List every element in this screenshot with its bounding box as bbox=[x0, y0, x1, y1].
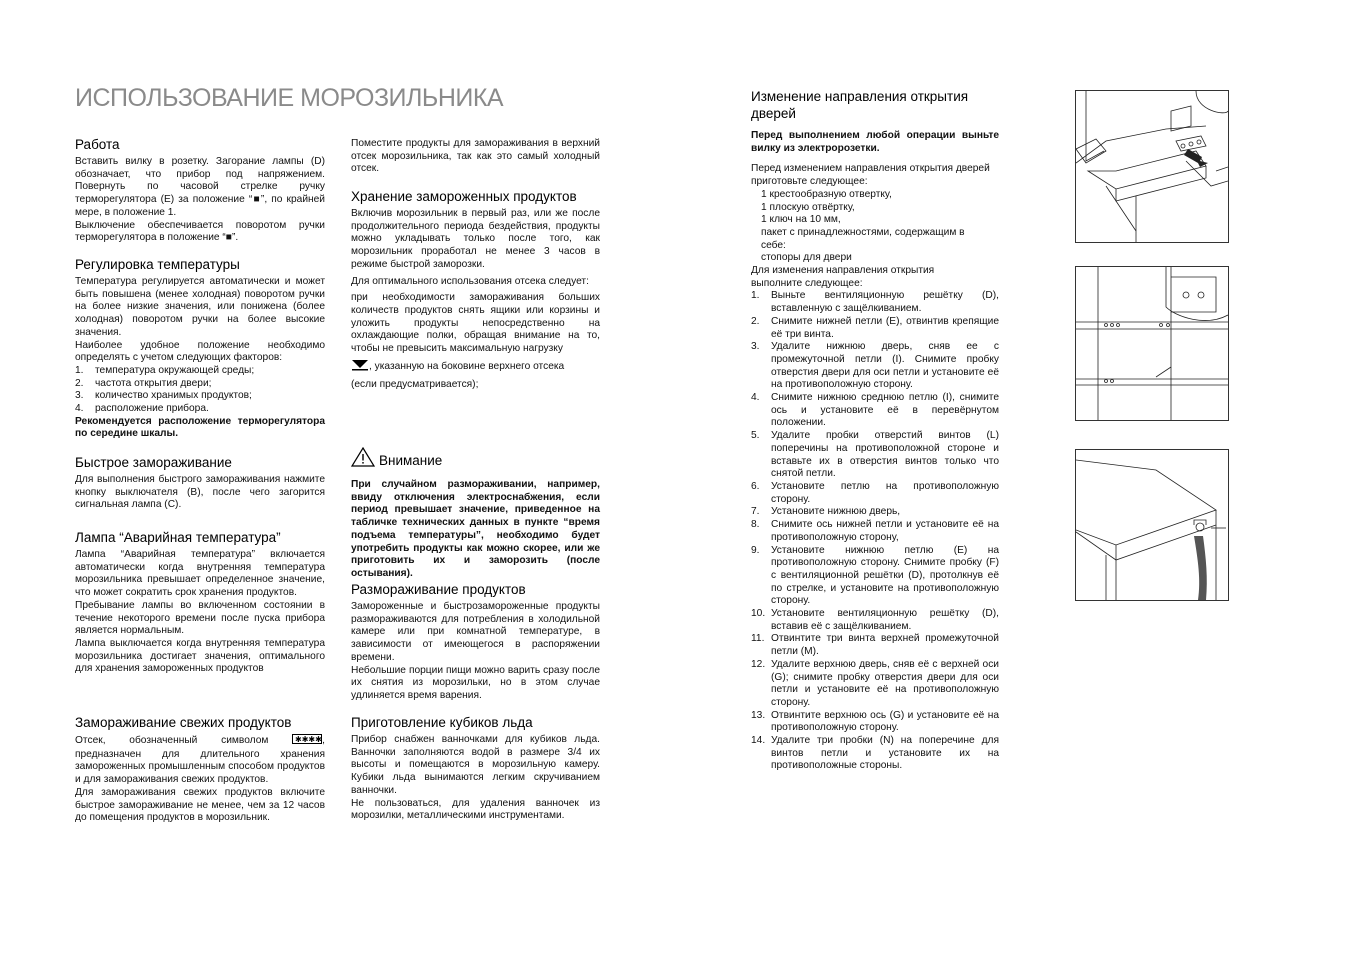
hinge-illustration-2 bbox=[1076, 267, 1228, 420]
max-load-icon bbox=[351, 359, 369, 376]
safety-note: Перед выполнением любой операции выньте вилку из электророзетки. bbox=[751, 130, 999, 154]
figure-lower-hinge bbox=[1075, 90, 1229, 243]
figure-middle-hinge bbox=[1075, 266, 1229, 421]
figure-upper-hinge bbox=[1075, 449, 1229, 601]
section-thawing bbox=[351, 581, 600, 703]
heading-fresh-freeze: Замораживание свежих продуктов bbox=[75, 715, 292, 730]
heading-warning: Внимание bbox=[351, 447, 600, 471]
list-item: 7. Установите нижнюю дверь, bbox=[751, 506, 901, 518]
heading-thawing: Размораживание продуктов bbox=[351, 582, 526, 597]
paragraph: Для замораживания свежих продуктов включите быстрое замораживание не менее, чем за 12 часов до помещения продуктов в морозильник. bbox=[75, 786, 325, 824]
heading-door-reversal: Изменение направления открытия дверей bbox=[751, 89, 969, 121]
paragraph: Перед изменением направления открытия дверей приготовьте следующее: bbox=[751, 163, 990, 188]
list-item: 3. количество хранимых продуктов; bbox=[75, 390, 252, 402]
paragraph: Лампа “Аварийная температура” включается автоматически когда внутренняя температура морозильника превышает определенное значение, что может сократить срок хранения продуктов. bbox=[75, 549, 325, 599]
four-star-freezer-icon bbox=[292, 734, 322, 749]
section-rabota bbox=[75, 136, 325, 245]
list-item: 1 крестообразную отвертку, bbox=[761, 188, 892, 200]
list-item: 4. расположение прибора. bbox=[75, 403, 209, 415]
section-ice-cubes bbox=[351, 714, 600, 823]
heading-regulation: Регулировка температуры bbox=[75, 257, 240, 272]
tools-list bbox=[751, 189, 999, 265]
list-item: 12. Удалите верхнюю дверь, сняв её с верхней оси (G); снимите пробку отверстия двери для оси петли и установите её на противоположную сторону. bbox=[751, 658, 999, 708]
list-item: стопоры для двери bbox=[761, 252, 852, 264]
paragraph: Лампа выключается когда внутренняя температура морозильника достигает значения, оптимального для хранения замороженных продуктов bbox=[75, 637, 325, 675]
hinge-illustration-3 bbox=[1076, 450, 1228, 600]
paragraph: Выключение обеспечивается поворотом ручки терморегулятора в положение “■”. bbox=[75, 219, 325, 244]
steps-list bbox=[751, 290, 999, 773]
paragraph: Для оптимального использования отсека следует: bbox=[351, 275, 589, 287]
paragraph: Для выполнения быстрого замораживания нажмите кнопку выключателя (B), после чего загорится сигнальная лампа (C). bbox=[75, 474, 325, 511]
paragraph: Пребывание лампы во включенном состоянии в течение некоторого времени после пуска прибора является нормальным. bbox=[75, 599, 325, 637]
list-item: 5. Удалите пробки отверстий винтов (L) поперечины на противоположной стороне и вставьте их в отверстия винтов только что снятой петли. bbox=[751, 430, 999, 480]
list-item: 1 плоскую отвёртку, bbox=[761, 201, 855, 213]
hinge-illustration-1 bbox=[1076, 91, 1228, 242]
paragraph: Отсек, обозначенный символом ✱✱✱✱ , предназначен для длительного хранения замороженных промышленным способом продуктов и для замораживания свежих продуктов. bbox=[75, 735, 325, 786]
paragraph: Замороженные и быстрозамороженные продукты размораживаются для потребления в холодильной камере или при комнатной температуре, в зависимости от имеющегося в распоряжении времени. bbox=[351, 601, 600, 663]
list-item: 8. Снимите ось нижней петли и установите её на противоположную сторону, bbox=[751, 519, 999, 543]
section-fresh-freeze bbox=[75, 714, 325, 825]
section-door-reversal bbox=[751, 88, 999, 773]
warning-triangle-icon bbox=[351, 447, 375, 471]
list-item: 3. Удалите нижнюю дверь, сняв ее с промежуточной петли (I). Снимите пробку отверстия двери для оси петли и установите её на противоположную сторону. bbox=[751, 341, 999, 391]
list-item: 1. Выньте вентиляционную решётку (D), вставленную с защёлкиванием. bbox=[751, 290, 999, 315]
paragraph: Поместите продукты для замораживания в верхний отсек морозильника, так как это самый холодный отсек. bbox=[351, 138, 600, 175]
paragraph: Не пользоваться, для удаления ванночек из морозилки, металлическими инструментами. bbox=[351, 797, 600, 822]
paragraph: (если предусматривается); bbox=[351, 379, 479, 391]
list-item: 2. Снимите нижней петли (E), отвинтив крепящие её три винта. bbox=[751, 315, 999, 340]
list-item: 6. Установите петлю на противоположную сторону. bbox=[751, 480, 999, 505]
paragraph: Наиболее удобное положение необходимо определять с учетом следующих факторов: bbox=[75, 339, 325, 364]
list-item: 14. Удалите три пробки (N) на поперечине для винтов петли и установите их на противоположные стороны. bbox=[751, 735, 999, 772]
paragraph: Для изменения направления открытия выполните следующее: bbox=[751, 265, 935, 289]
section-regulation bbox=[75, 256, 325, 441]
svg-text:✱✱✱✱: ✱✱✱✱ bbox=[295, 735, 322, 744]
paragraph: Температура регулируется автоматически и может быть повышена (менее холодная) поворотом ручки на более низкие значения, или понижена (более холодная) поворотом ручки на более высокие значения. bbox=[75, 276, 325, 338]
list-item: 2. частота открытия двери; bbox=[75, 377, 212, 389]
heading-rabota: Работа bbox=[75, 137, 120, 152]
heading-ice-cubes: Приготовление кубиков льда bbox=[351, 715, 533, 730]
list-item: 11. Отвинтите три винта верхней промежуточной петли (M). bbox=[751, 633, 999, 658]
list-item: 13. Отвинтите верхнюю ось (G) и установите её на противоположную сторону. bbox=[751, 709, 999, 734]
list-item: 1. температура окружающей среды; bbox=[75, 364, 255, 376]
warning-text: При случайном размораживании, например, ввиду отключения электроснабжения, если период превышает значение, приведенное на табличке технических данных в пункте “время подъема температуры”, необходимо будет употребить продукты как можно скорее, или же приготовить их и заморозить (после остывания). bbox=[351, 479, 600, 579]
heading-alarm-lamp: Лампа “Аварийная температура” bbox=[75, 530, 281, 545]
heading-fast-freeze: Быстрое замораживание bbox=[75, 455, 232, 470]
recommendation-note: Рекомендуется расположение терморегулятора по середине шкалы. bbox=[75, 415, 325, 440]
paragraph: Включив морозильник в первый раз, или же после продолжительного периода бездействия, продукты можно укладывать только после того, как морозильник проработал не менее 3 часов в режиме быстрой заморозки. bbox=[351, 208, 600, 270]
list-item: 1 ключ на 10 мм, bbox=[761, 214, 841, 226]
section-alarm-lamp bbox=[75, 529, 325, 676]
list-item: 9. Установите нижнюю петлю (E) на противоположную сторону. Снимите пробку (F) с вентиляционной решётки (D), протолкнув её по стрелке, и установите на противоположную сторону. bbox=[751, 544, 999, 607]
section-warning bbox=[351, 447, 600, 581]
section-intro bbox=[351, 138, 600, 176]
list-item: пакет с принадлежностями, содержащим в себе: bbox=[761, 226, 965, 251]
paragraph: Небольшие порции пищи можно варить сразу после их снятия из морозильки, но в этом случае удлиняется время варения. bbox=[351, 664, 600, 701]
paragraph: Прибор снабжен ванночками для кубиков льда. Ванночки заполняются водой в размере 3/4 их высоты и помещаются в морозильную камеру. Кубики льда вынимаются легким скручиванием ванночки. bbox=[351, 734, 600, 796]
section-fast-freeze bbox=[75, 454, 325, 512]
section-storage bbox=[351, 188, 600, 392]
list-item: 10. Установите вентиляционную решётку (D), вставив её с защёлкиванием. bbox=[751, 608, 999, 632]
paragraph: Вставить вилку в розетку. Загорание лампы (D) обозначает, что прибор под напряжением. Повернуть по часовой стрелке ручку терморегулятора (E) за положение “■”, по крайней мере, в положение 1. bbox=[75, 156, 325, 218]
paragraph: при необходимости замораживания больших количеств продуктов снять ящики или корзины и уложить продукты непосредственно на охлаждающие полки, обращая внимание на то, чтобы не превысить максимальную нагрузку bbox=[351, 292, 600, 355]
list-item: 4. Снимите нижнюю среднюю петлю (I), снимите ось и установите её в перевёрнутом положении. bbox=[751, 392, 999, 429]
page-title: ИСПОЛЬЗОВАНИЕ МОРОЗИЛЬНИКА bbox=[75, 84, 504, 112]
heading-storage: Хранение замороженных продуктов bbox=[351, 189, 577, 204]
factors-list bbox=[75, 365, 325, 416]
paragraph: , указанную на боковине верхнего отсека bbox=[351, 359, 600, 376]
